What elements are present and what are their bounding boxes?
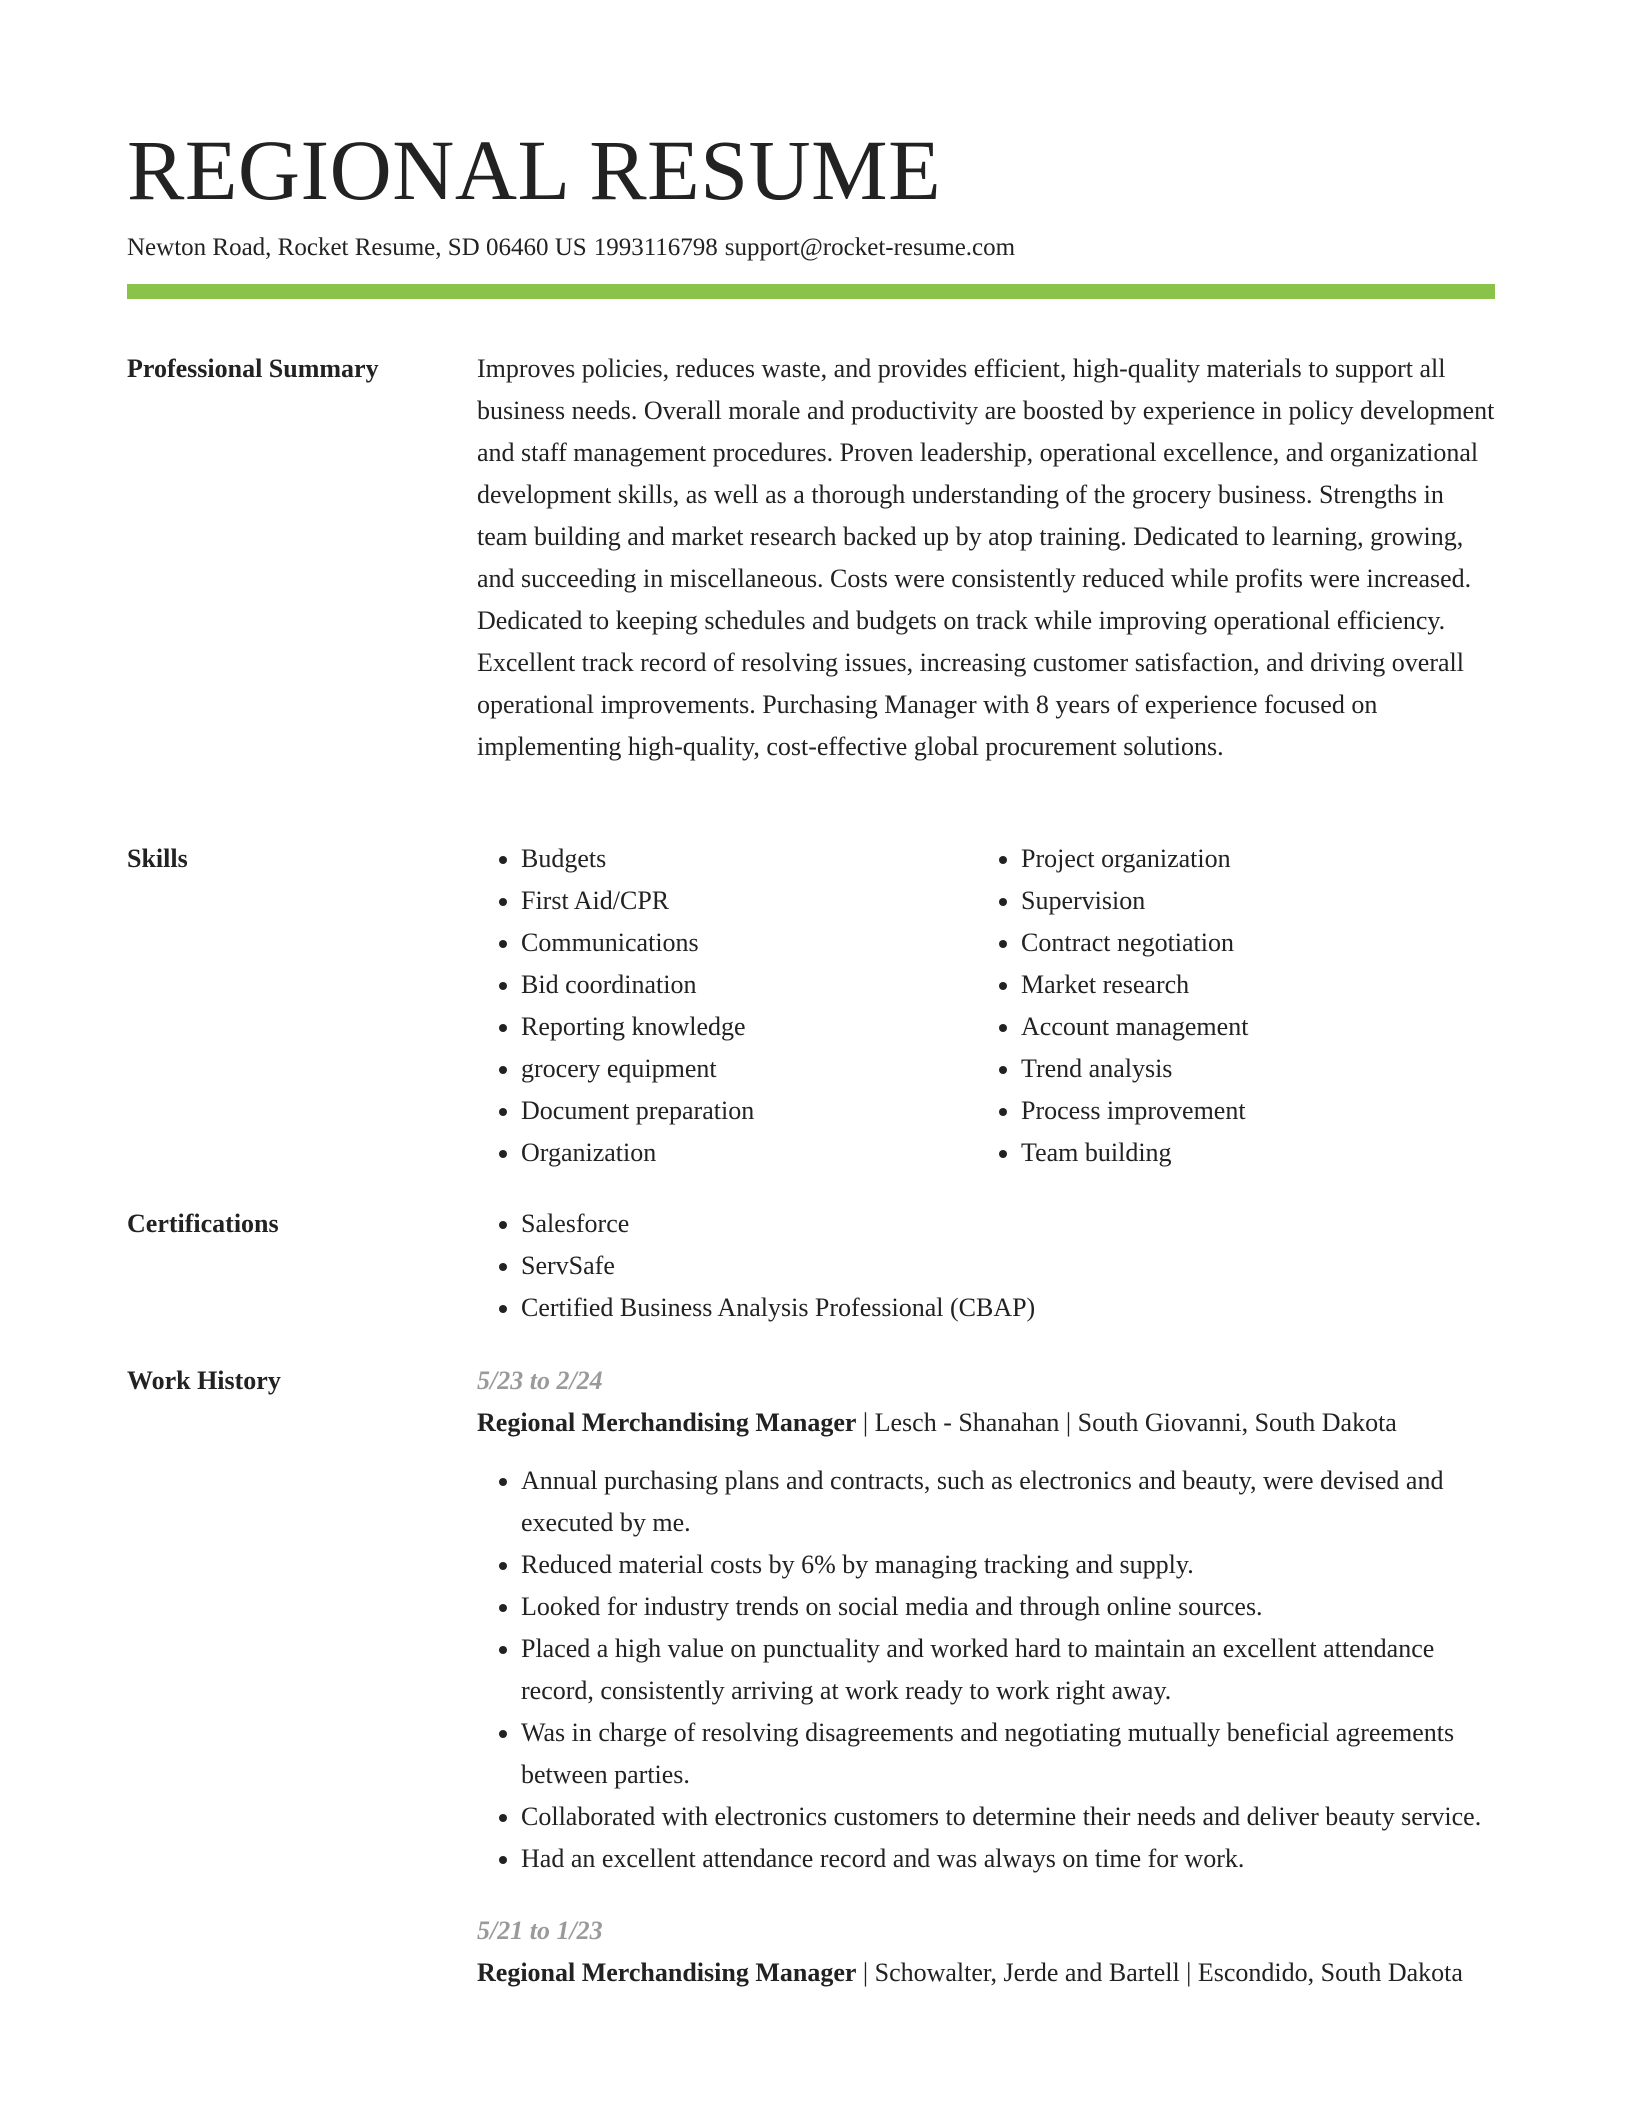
job-bullet: • Annual purchasing plans and contracts, such as electronics and beauty, were devised and executed by me. bbox=[521, 1460, 1495, 1544]
skills-column-left bbox=[477, 838, 977, 1174]
job-entry bbox=[477, 1360, 1495, 1880]
skill-item: • grocery equipment bbox=[521, 1048, 977, 1090]
job-employer-location: | Schowalter, Jerde and Bartell | Escondido, South Dakota bbox=[856, 1958, 1463, 1987]
certification-item: • ServSafe bbox=[521, 1245, 1495, 1287]
job-heading bbox=[477, 1402, 1495, 1444]
job-bullet: • Placed a high value on punctuality and worked hard to maintain an excellent attendance record, consistently arriving at work ready to work right away. bbox=[521, 1628, 1495, 1712]
job-bullet: • Collaborated with electronics customers to determine their needs and deliver beauty service. bbox=[521, 1796, 1495, 1838]
contact-phone: 1993116798 bbox=[593, 234, 718, 261]
resume-title: REGIONAL RESUME bbox=[127, 122, 942, 218]
job-entry bbox=[477, 1910, 1495, 1994]
skill-item: • Bid coordination bbox=[521, 964, 977, 1006]
certifications-body bbox=[477, 1203, 1495, 1329]
skill-item: • Team building bbox=[1021, 1132, 1477, 1174]
job-bullet: • Was in charge of resolving disagreements and negotiating mutually beneficial agreements between parties. bbox=[521, 1712, 1495, 1796]
skill-item: • Account management bbox=[1021, 1006, 1477, 1048]
summary-label: Professional Summary bbox=[127, 354, 379, 383]
skill-item: • Document preparation bbox=[521, 1090, 977, 1132]
contact-address: Newton Road, Rocket Resume, SD 06460 US bbox=[127, 234, 587, 261]
summary-body bbox=[477, 348, 1495, 768]
certification-item: • Salesforce bbox=[521, 1203, 1495, 1245]
skill-item: • Supervision bbox=[1021, 880, 1477, 922]
skill-item: • First Aid/CPR bbox=[521, 880, 977, 922]
job-bullet: • Looked for industry trends on social media and through online sources. bbox=[521, 1586, 1495, 1628]
job-dates: 5/23 to 2/24 bbox=[477, 1366, 603, 1395]
work-history-label: Work History bbox=[127, 1366, 281, 1395]
skill-item: • Organization bbox=[521, 1132, 977, 1174]
work-history-body bbox=[477, 1360, 1495, 2024]
skill-item: • Reporting knowledge bbox=[521, 1006, 977, 1048]
header-divider bbox=[127, 284, 1495, 299]
skill-item: • Trend analysis bbox=[1021, 1048, 1477, 1090]
job-title: Regional Merchandising Manager bbox=[477, 1408, 857, 1437]
skill-item: • Contract negotiation bbox=[1021, 922, 1477, 964]
job-dates: 5/21 to 1/23 bbox=[477, 1916, 603, 1945]
summary-text: Improves policies, reduces waste, and provides efficient, high-quality materials to support all business needs. Overall morale and productivity are boosted by experience in policy development and staff management procedures. Proven leadership, operational excellence, and organizational development skills, as well as a thorough understanding of the grocery business. Strengths in team building and market research backed up by atop training. Dedicated to learning, growing, and succeeding in miscellaneous. Costs were consistently reduced while profits were increased. Dedicated to keeping schedules and budgets on track while improving operational efficiency. Excellent track record of resolving issues, increasing customer satisfaction, and driving overall operational improvements. Purchasing Manager with 8 years of experience focused on implementing high-quality, cost-effective global procurement solutions. bbox=[477, 354, 1495, 761]
skill-item: • Market research bbox=[1021, 964, 1477, 1006]
skills-body bbox=[477, 838, 1495, 1174]
certifications-label: Certifications bbox=[127, 1209, 279, 1238]
skill-item: • Process improvement bbox=[1021, 1090, 1477, 1132]
skills-column-right bbox=[977, 838, 1477, 1174]
certification-item: • Certified Business Analysis Professional (CBAP) bbox=[521, 1287, 1495, 1329]
job-heading bbox=[477, 1952, 1495, 1994]
contact-email: support@rocket-resume.com bbox=[724, 234, 1016, 261]
job-employer-location: | Lesch - Shanahan | South Giovanni, South Dakota bbox=[856, 1408, 1397, 1437]
job-bullet: • Reduced material costs by 6% by managing tracking and supply. bbox=[521, 1544, 1495, 1586]
contact-line bbox=[127, 232, 1015, 264]
skills-label: Skills bbox=[127, 844, 188, 873]
job-bullet: • Had an excellent attendance record and was always on time for work. bbox=[521, 1838, 1495, 1880]
skill-item: • Communications bbox=[521, 922, 977, 964]
skill-item: • Budgets bbox=[521, 838, 977, 880]
job-title: Regional Merchandising Manager bbox=[477, 1958, 857, 1987]
skill-item: • Project organization bbox=[1021, 838, 1477, 880]
